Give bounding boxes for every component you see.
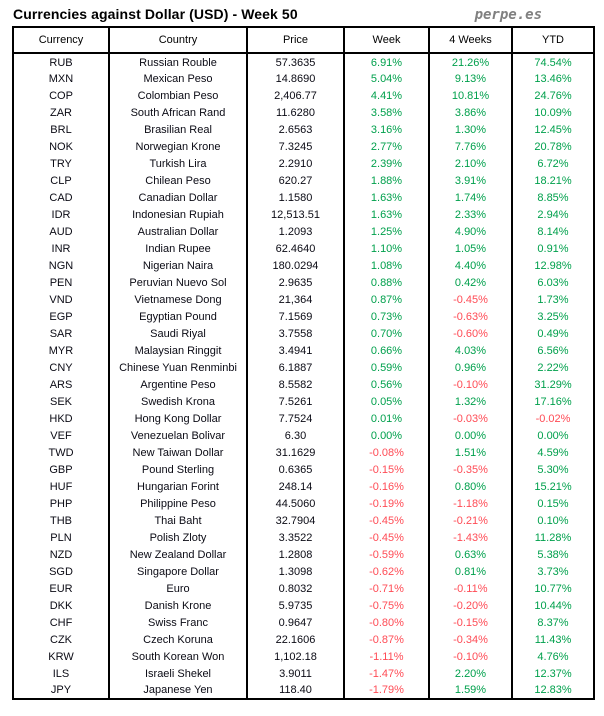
table-row	[13, 444, 594, 461]
four-weeks-change-cell: 1.59%	[429, 682, 512, 699]
currency-code-cell: CNY	[13, 359, 109, 376]
table-row	[13, 223, 594, 240]
ytd-change-cell: 5.38%	[512, 546, 594, 563]
week-change-cell: 1.63%	[344, 206, 429, 223]
ytd-change-cell: 8.37%	[512, 614, 594, 631]
week-change-cell: 0.00%	[344, 427, 429, 444]
country-cell: Israeli Shekel	[109, 665, 247, 682]
table-row	[13, 274, 594, 291]
currency-code-cell: DKK	[13, 597, 109, 614]
country-cell: Euro	[109, 580, 247, 597]
table-row	[13, 614, 594, 631]
country-cell: Argentine Peso	[109, 376, 247, 393]
country-cell: South African Rand	[109, 104, 247, 121]
currency-code-cell: IDR	[13, 206, 109, 223]
price-cell: 0.9647	[247, 614, 344, 631]
price-cell: 1.1580	[247, 189, 344, 206]
four-weeks-change-cell: -0.34%	[429, 631, 512, 648]
country-cell: Japanese Yen	[109, 682, 247, 699]
week-change-cell: -1.47%	[344, 665, 429, 682]
week-change-cell: 0.70%	[344, 325, 429, 342]
week-change-cell: -1.79%	[344, 682, 429, 699]
titlebar	[0, 0, 604, 26]
table-row	[13, 393, 594, 410]
week-change-cell: 0.59%	[344, 359, 429, 376]
price-cell: 31.1629	[247, 444, 344, 461]
four-weeks-change-cell: 3.86%	[429, 104, 512, 121]
country-cell: Turkish Lira	[109, 155, 247, 172]
country-cell: Indian Rupee	[109, 240, 247, 257]
column-header-price: Price	[247, 27, 344, 53]
ytd-change-cell: 12.45%	[512, 121, 594, 138]
week-change-cell: 2.39%	[344, 155, 429, 172]
currency-code-cell: COP	[13, 87, 109, 104]
price-cell: 7.3245	[247, 138, 344, 155]
price-cell: 1.3098	[247, 563, 344, 580]
country-cell: Pound Sterling	[109, 461, 247, 478]
week-change-cell: 1.08%	[344, 257, 429, 274]
currency-code-cell: PHP	[13, 495, 109, 512]
table-row	[13, 631, 594, 648]
country-cell: Mexican Peso	[109, 70, 247, 87]
table-row	[13, 427, 594, 444]
country-cell: Czech Koruna	[109, 631, 247, 648]
table-row	[13, 104, 594, 121]
ytd-change-cell: 20.78%	[512, 138, 594, 155]
four-weeks-change-cell: 0.63%	[429, 546, 512, 563]
ytd-change-cell: 4.59%	[512, 444, 594, 461]
ytd-change-cell: 6.56%	[512, 342, 594, 359]
four-weeks-change-cell: 1.30%	[429, 121, 512, 138]
four-weeks-change-cell: 1.32%	[429, 393, 512, 410]
four-weeks-change-cell: -0.60%	[429, 325, 512, 342]
week-change-cell: 1.88%	[344, 172, 429, 189]
country-cell: Peruvian Nuevo Sol	[109, 274, 247, 291]
currency-code-cell: HKD	[13, 410, 109, 427]
four-weeks-change-cell: 4.03%	[429, 342, 512, 359]
price-cell: 7.7524	[247, 410, 344, 427]
table-row	[13, 189, 594, 206]
four-weeks-change-cell: -0.35%	[429, 461, 512, 478]
week-change-cell: -0.71%	[344, 580, 429, 597]
ytd-change-cell: 11.28%	[512, 529, 594, 546]
country-cell: Vietnamese Dong	[109, 291, 247, 308]
price-cell: 3.9011	[247, 665, 344, 682]
price-cell: 620.27	[247, 172, 344, 189]
price-cell: 57.3635	[247, 53, 344, 70]
country-cell: Russian Rouble	[109, 53, 247, 70]
currency-code-cell: ILS	[13, 665, 109, 682]
week-change-cell: -0.15%	[344, 461, 429, 478]
week-change-cell: -0.08%	[344, 444, 429, 461]
brand-logo: perpe.es	[474, 7, 542, 23]
country-cell: New Taiwan Dollar	[109, 444, 247, 461]
currency-code-cell: MYR	[13, 342, 109, 359]
price-cell: 248.14	[247, 478, 344, 495]
ytd-change-cell: 10.44%	[512, 597, 594, 614]
currency-code-cell: AUD	[13, 223, 109, 240]
currency-code-cell: TRY	[13, 155, 109, 172]
four-weeks-change-cell: -0.63%	[429, 308, 512, 325]
table-row	[13, 410, 594, 427]
week-change-cell: 1.25%	[344, 223, 429, 240]
table-row	[13, 665, 594, 682]
currency-code-cell: KRW	[13, 648, 109, 665]
currency-code-cell: SAR	[13, 325, 109, 342]
ytd-change-cell: 5.30%	[512, 461, 594, 478]
price-cell: 3.4941	[247, 342, 344, 359]
table-row	[13, 240, 594, 257]
table-row	[13, 257, 594, 274]
four-weeks-change-cell: -0.15%	[429, 614, 512, 631]
ytd-change-cell: 8.85%	[512, 189, 594, 206]
currency-code-cell: TWD	[13, 444, 109, 461]
price-cell: 2.6563	[247, 121, 344, 138]
ytd-change-cell: 6.72%	[512, 155, 594, 172]
currency-code-cell: EGP	[13, 308, 109, 325]
price-cell: 12,513.51	[247, 206, 344, 223]
column-header-week: Week	[344, 27, 429, 53]
table-row	[13, 563, 594, 580]
four-weeks-change-cell: -0.10%	[429, 648, 512, 665]
ytd-change-cell: 2.22%	[512, 359, 594, 376]
four-weeks-change-cell: 1.05%	[429, 240, 512, 257]
week-change-cell: 0.56%	[344, 376, 429, 393]
four-weeks-change-cell: 2.20%	[429, 665, 512, 682]
ytd-change-cell: 0.00%	[512, 427, 594, 444]
table-row	[13, 138, 594, 155]
price-cell: 3.3522	[247, 529, 344, 546]
four-weeks-change-cell: -1.43%	[429, 529, 512, 546]
table-row	[13, 478, 594, 495]
price-cell: 6.1887	[247, 359, 344, 376]
table-row	[13, 529, 594, 546]
table-body	[13, 53, 594, 699]
column-header-ytd: YTD	[512, 27, 594, 53]
week-change-cell: -0.45%	[344, 512, 429, 529]
ytd-change-cell: 4.76%	[512, 648, 594, 665]
price-cell: 1,102.18	[247, 648, 344, 665]
ytd-change-cell: 0.91%	[512, 240, 594, 257]
week-change-cell: -0.19%	[344, 495, 429, 512]
four-weeks-change-cell: 3.91%	[429, 172, 512, 189]
currency-code-cell: INR	[13, 240, 109, 257]
ytd-change-cell: -0.02%	[512, 410, 594, 427]
ytd-change-cell: 31.29%	[512, 376, 594, 393]
table-row	[13, 70, 594, 87]
ytd-change-cell: 24.76%	[512, 87, 594, 104]
four-weeks-change-cell: 1.51%	[429, 444, 512, 461]
currency-code-cell: CHF	[13, 614, 109, 631]
currency-code-cell: ZAR	[13, 104, 109, 121]
column-header-currency: Currency	[13, 27, 109, 53]
country-cell: Norwegian Krone	[109, 138, 247, 155]
ytd-change-cell: 3.73%	[512, 563, 594, 580]
country-cell: Egyptian Pound	[109, 308, 247, 325]
column-header-4-weeks: 4 Weeks	[429, 27, 512, 53]
week-change-cell: 5.04%	[344, 70, 429, 87]
currency-code-cell: NZD	[13, 546, 109, 563]
country-cell: Chilean Peso	[109, 172, 247, 189]
ytd-change-cell: 74.54%	[512, 53, 594, 70]
table-row	[13, 512, 594, 529]
country-cell: Malaysian Ringgit	[109, 342, 247, 359]
table-row	[13, 87, 594, 104]
currency-code-cell: CZK	[13, 631, 109, 648]
price-cell: 11.6280	[247, 104, 344, 121]
price-cell: 2.2910	[247, 155, 344, 172]
table-row	[13, 291, 594, 308]
four-weeks-change-cell: -0.03%	[429, 410, 512, 427]
ytd-change-cell: 11.43%	[512, 631, 594, 648]
table-row	[13, 172, 594, 189]
four-weeks-change-cell: 0.96%	[429, 359, 512, 376]
price-cell: 7.1569	[247, 308, 344, 325]
currency-code-cell: MXN	[13, 70, 109, 87]
country-cell: Chinese Yuan Renminbi	[109, 359, 247, 376]
currency-code-cell: CAD	[13, 189, 109, 206]
price-cell: 180.0294	[247, 257, 344, 274]
week-change-cell: 3.58%	[344, 104, 429, 121]
ytd-change-cell: 1.73%	[512, 291, 594, 308]
currency-code-cell: NGN	[13, 257, 109, 274]
ytd-change-cell: 3.25%	[512, 308, 594, 325]
country-cell: Saudi Riyal	[109, 325, 247, 342]
week-change-cell: -0.59%	[344, 546, 429, 563]
week-change-cell: -0.16%	[344, 478, 429, 495]
price-cell: 32.7904	[247, 512, 344, 529]
table-row	[13, 682, 594, 699]
currency-code-cell: GBP	[13, 461, 109, 478]
table-header	[13, 27, 594, 53]
ytd-change-cell: 13.46%	[512, 70, 594, 87]
header-row	[13, 27, 594, 53]
ytd-change-cell: 12.37%	[512, 665, 594, 682]
currency-table	[12, 26, 595, 700]
table-row	[13, 53, 594, 70]
four-weeks-change-cell: 0.80%	[429, 478, 512, 495]
ytd-change-cell: 6.03%	[512, 274, 594, 291]
four-weeks-change-cell: -0.45%	[429, 291, 512, 308]
four-weeks-change-cell: 2.10%	[429, 155, 512, 172]
currency-code-cell: VEF	[13, 427, 109, 444]
currency-code-cell: SGD	[13, 563, 109, 580]
currency-code-cell: THB	[13, 512, 109, 529]
price-cell: 1.2808	[247, 546, 344, 563]
table-row	[13, 359, 594, 376]
country-cell: Nigerian Naira	[109, 257, 247, 274]
week-change-cell: 0.88%	[344, 274, 429, 291]
week-change-cell: 3.16%	[344, 121, 429, 138]
ytd-change-cell: 8.14%	[512, 223, 594, 240]
price-cell: 14.8690	[247, 70, 344, 87]
week-change-cell: 2.77%	[344, 138, 429, 155]
country-cell: Singapore Dollar	[109, 563, 247, 580]
week-change-cell: 0.01%	[344, 410, 429, 427]
country-cell: Colombian Peso	[109, 87, 247, 104]
four-weeks-change-cell: -1.18%	[429, 495, 512, 512]
price-cell: 2.9635	[247, 274, 344, 291]
price-cell: 62.4640	[247, 240, 344, 257]
currency-code-cell: NOK	[13, 138, 109, 155]
table-row	[13, 546, 594, 563]
week-change-cell: 1.10%	[344, 240, 429, 257]
ytd-change-cell: 0.10%	[512, 512, 594, 529]
page-title: Currencies against Dollar (USD) - Week 50	[13, 6, 298, 22]
price-cell: 118.40	[247, 682, 344, 699]
country-cell: Australian Dollar	[109, 223, 247, 240]
ytd-change-cell: 18.21%	[512, 172, 594, 189]
currency-code-cell: EUR	[13, 580, 109, 597]
table-row	[13, 495, 594, 512]
table-row	[13, 376, 594, 393]
currency-code-cell: ARS	[13, 376, 109, 393]
week-change-cell: 6.91%	[344, 53, 429, 70]
country-cell: Polish Zloty	[109, 529, 247, 546]
table-row	[13, 580, 594, 597]
country-cell: Venezuelan Bolivar	[109, 427, 247, 444]
week-change-cell: 4.41%	[344, 87, 429, 104]
price-cell: 7.5261	[247, 393, 344, 410]
four-weeks-change-cell: 0.00%	[429, 427, 512, 444]
price-cell: 0.6365	[247, 461, 344, 478]
currency-code-cell: CLP	[13, 172, 109, 189]
four-weeks-change-cell: 1.74%	[429, 189, 512, 206]
currency-code-cell: HUF	[13, 478, 109, 495]
four-weeks-change-cell: 7.76%	[429, 138, 512, 155]
country-cell: Danish Krone	[109, 597, 247, 614]
price-cell: 44.5060	[247, 495, 344, 512]
country-cell: Brasilian Real	[109, 121, 247, 138]
week-change-cell: -1.11%	[344, 648, 429, 665]
table-row	[13, 308, 594, 325]
table-row	[13, 342, 594, 359]
week-change-cell: 1.63%	[344, 189, 429, 206]
currency-code-cell: SEK	[13, 393, 109, 410]
country-cell: Hungarian Forint	[109, 478, 247, 495]
currency-code-cell: PEN	[13, 274, 109, 291]
table-row	[13, 597, 594, 614]
price-cell: 5.9735	[247, 597, 344, 614]
four-weeks-change-cell: -0.11%	[429, 580, 512, 597]
country-cell: South Korean Won	[109, 648, 247, 665]
four-weeks-change-cell: -0.10%	[429, 376, 512, 393]
ytd-change-cell: 10.09%	[512, 104, 594, 121]
four-weeks-change-cell: 4.90%	[429, 223, 512, 240]
four-weeks-change-cell: 0.42%	[429, 274, 512, 291]
country-cell: Hong Kong Dollar	[109, 410, 247, 427]
ytd-change-cell: 2.94%	[512, 206, 594, 223]
ytd-change-cell: 17.16%	[512, 393, 594, 410]
ytd-change-cell: 15.21%	[512, 478, 594, 495]
country-cell: New Zealand Dollar	[109, 546, 247, 563]
country-cell: Swedish Krona	[109, 393, 247, 410]
four-weeks-change-cell: 0.81%	[429, 563, 512, 580]
price-cell: 8.5582	[247, 376, 344, 393]
four-weeks-change-cell: 9.13%	[429, 70, 512, 87]
currency-code-cell: RUB	[13, 53, 109, 70]
country-cell: Indonesian Rupiah	[109, 206, 247, 223]
table-row	[13, 648, 594, 665]
country-cell: Swiss Franc	[109, 614, 247, 631]
column-header-country: Country	[109, 27, 247, 53]
ytd-change-cell: 12.83%	[512, 682, 594, 699]
country-cell: Philippine Peso	[109, 495, 247, 512]
four-weeks-change-cell: 10.81%	[429, 87, 512, 104]
price-cell: 6.30	[247, 427, 344, 444]
ytd-change-cell: 0.49%	[512, 325, 594, 342]
week-change-cell: 0.87%	[344, 291, 429, 308]
week-change-cell: -0.62%	[344, 563, 429, 580]
four-weeks-change-cell: 2.33%	[429, 206, 512, 223]
week-change-cell: -0.75%	[344, 597, 429, 614]
week-change-cell: 0.73%	[344, 308, 429, 325]
country-cell: Thai Baht	[109, 512, 247, 529]
currency-code-cell: VND	[13, 291, 109, 308]
currency-code-cell: PLN	[13, 529, 109, 546]
price-cell: 3.7558	[247, 325, 344, 342]
table-row	[13, 325, 594, 342]
currency-code-cell: JPY	[13, 682, 109, 699]
four-weeks-change-cell: 21.26%	[429, 53, 512, 70]
table-row	[13, 206, 594, 223]
four-weeks-change-cell: 4.40%	[429, 257, 512, 274]
ytd-change-cell: 10.77%	[512, 580, 594, 597]
currency-code-cell: BRL	[13, 121, 109, 138]
week-change-cell: -0.80%	[344, 614, 429, 631]
price-cell: 1.2093	[247, 223, 344, 240]
price-cell: 0.8032	[247, 580, 344, 597]
table-row	[13, 461, 594, 478]
price-cell: 21,364	[247, 291, 344, 308]
price-cell: 2,406.77	[247, 87, 344, 104]
table-row	[13, 121, 594, 138]
table-row	[13, 155, 594, 172]
four-weeks-change-cell: -0.20%	[429, 597, 512, 614]
price-cell: 22.1606	[247, 631, 344, 648]
ytd-change-cell: 12.98%	[512, 257, 594, 274]
four-weeks-change-cell: -0.21%	[429, 512, 512, 529]
week-change-cell: 0.66%	[344, 342, 429, 359]
week-change-cell: -0.87%	[344, 631, 429, 648]
country-cell: Canadian Dollar	[109, 189, 247, 206]
ytd-change-cell: 0.15%	[512, 495, 594, 512]
week-change-cell: 0.05%	[344, 393, 429, 410]
week-change-cell: -0.45%	[344, 529, 429, 546]
